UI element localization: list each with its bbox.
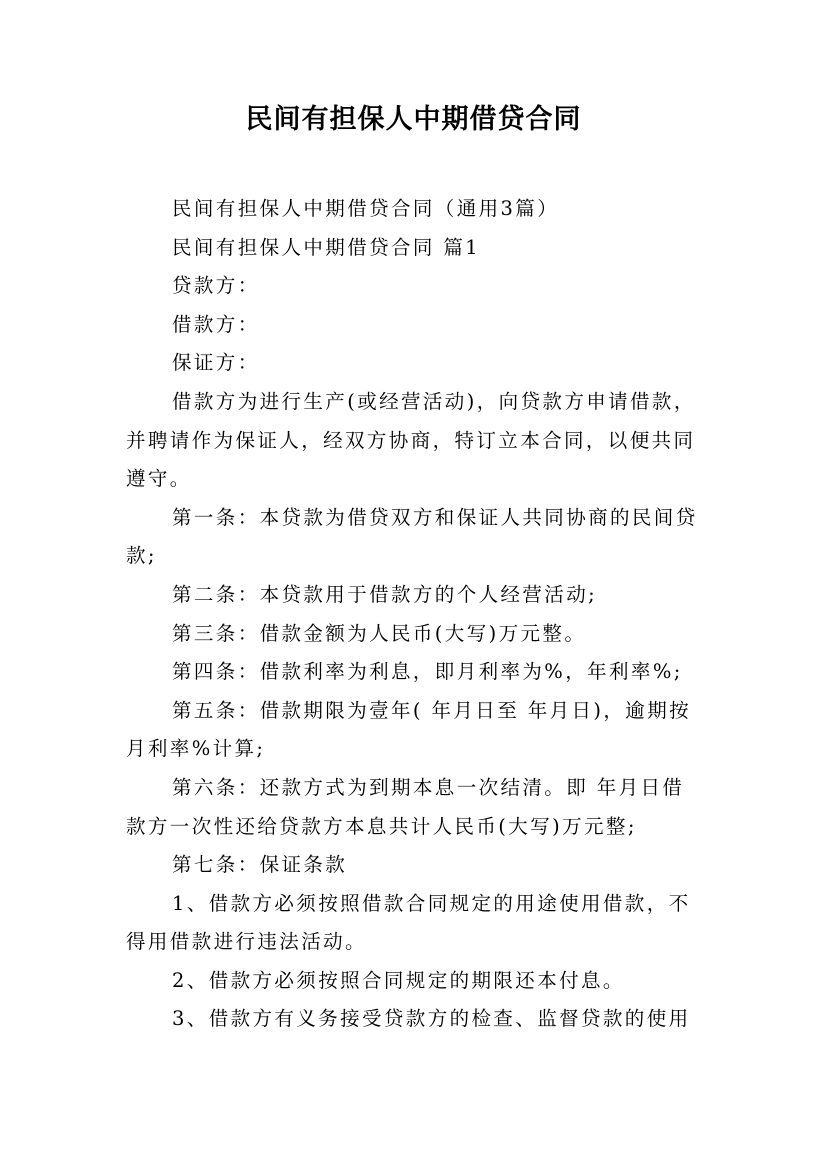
paragraph-article-2: 第二条：本贷款用于借款方的个人经营活动;	[172, 582, 598, 606]
paragraph-preamble: 借款方为进行生产(或经营活动)，向贷款方申请借款，并聘请作为保证人，经双方协商，特订立本合同，以便共同遵守。	[126, 389, 696, 491]
paragraph-article-1: 第一条：本贷款为借贷双方和保证人共同协商的民间贷款;	[126, 505, 698, 568]
paragraph-article-4: 第四条：借款利率为利息，即月利率为%，年利率%;	[172, 660, 683, 684]
paragraph-lender: 贷款方：	[172, 274, 260, 298]
paragraph-article-7: 第七条：保证条款	[172, 853, 348, 877]
paragraph-clause-3: 3、借款方有义务接受贷款方的检查、监督贷款的使用	[172, 1007, 691, 1031]
paragraph-article-3: 第三条：借款金额为人民币(大写)万元整。	[172, 621, 587, 645]
paragraph-subtitle: 民间有担保人中期借贷合同（通用3篇）	[172, 197, 560, 220]
paragraph-article-6: 第六条：还款方式为到期本息一次结清。即 年月日借款方一次性还给贷款方本息共计人民币(大写)万元整;	[126, 775, 685, 838]
paragraph-clause-2: 2、借款方必须按照合同规定的期限还本付息。	[172, 968, 625, 992]
paragraph-clause-1: 1、借款方必须按照借款合同规定的用途使用借款，不得用借款进行违法活动。	[126, 891, 691, 954]
paragraph-section-heading: 民间有担保人中期借贷合同 篇1	[172, 235, 481, 259]
document-title: 民间有担保人中期借贷合同	[245, 104, 582, 135]
paragraph-guarantor: 保证方：	[172, 351, 260, 375]
paragraph-article-5: 第五条：借款期限为壹年( 年月日至 年月日)，逾期按月利率%计算;	[126, 698, 692, 761]
paragraph-borrower: 借款方：	[172, 312, 260, 336]
document-body	[126, 190, 706, 1039]
